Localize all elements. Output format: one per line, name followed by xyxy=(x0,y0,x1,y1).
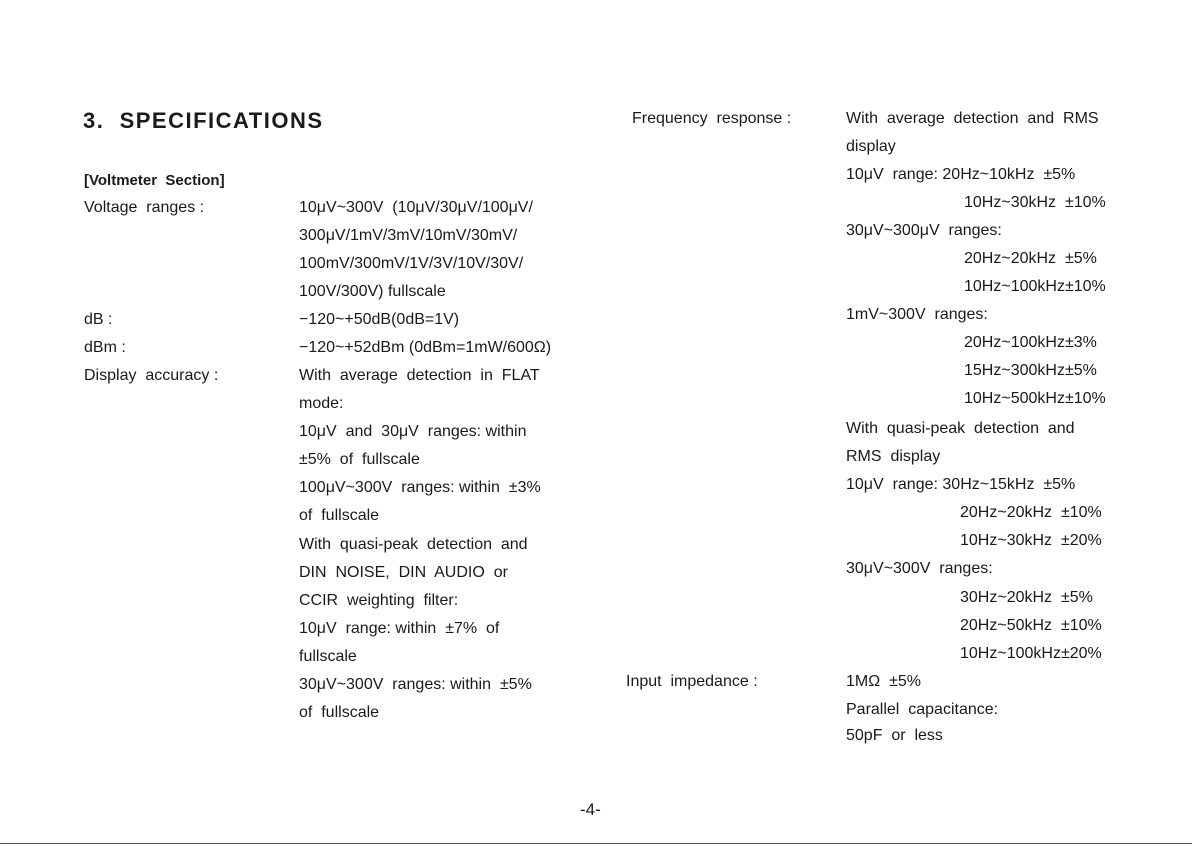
spec-line: display xyxy=(846,138,896,155)
value-line: 30μV~300V ranges: within ±5% xyxy=(299,676,532,693)
value-line: −120~+50dB(0dB=1V) xyxy=(299,311,460,328)
spec-line: 20Hz~100kHz±3% xyxy=(964,334,1097,351)
value-line: of fullscale xyxy=(299,704,380,721)
label-input-impedance: Input impedance : xyxy=(626,673,758,690)
value-line: 100μV~300V ranges: within ±3% xyxy=(299,479,541,496)
spec-line: With quasi-peak detection and xyxy=(846,420,1075,437)
spec-line: 10Hz~100kHz±20% xyxy=(960,645,1102,662)
spec-line: 10Hz~100kHz±10% xyxy=(964,278,1106,295)
value-line: 300μV/1mV/3mV/10mV/30mV/ xyxy=(299,227,518,244)
spec-line: 30μV~300V ranges: xyxy=(846,560,993,577)
spec-line: 10μV range: 30Hz~15kHz ±5% xyxy=(846,476,1076,493)
spec-line: 15Hz~300kHz±5% xyxy=(964,362,1097,379)
spec-line: 10Hz~500kHz±10% xyxy=(964,390,1106,407)
section-title: 3. SPECIFICATIONS xyxy=(83,108,324,133)
value-line: 100V/300V) fullscale xyxy=(299,283,446,300)
spec-line: 10Hz~30kHz ±20% xyxy=(960,532,1102,549)
spec-line: 20Hz~20kHz ±5% xyxy=(964,250,1097,267)
spec-line: 30Hz~20kHz ±5% xyxy=(960,589,1093,606)
spec-line: Parallel capacitance: xyxy=(846,701,999,718)
spec-line: 1MΩ ±5% xyxy=(846,673,921,690)
spec-line: 1mV~300V ranges: xyxy=(846,306,988,323)
label-voltage-ranges: Voltage ranges : xyxy=(84,199,205,216)
value-line: With quasi-peak detection and xyxy=(299,536,528,553)
value-line: With average detection in FLAT xyxy=(299,367,540,384)
label-dbm: dBm : xyxy=(84,339,126,356)
value-line: CCIR weighting filter: xyxy=(299,592,459,609)
spec-line: 30μV~300μV ranges: xyxy=(846,222,1002,239)
spec-line: RMS display xyxy=(846,448,941,465)
value-line: of fullscale xyxy=(299,507,380,524)
spec-line: 10μV range: 20Hz~10kHz ±5% xyxy=(846,166,1076,183)
label-display-accuracy: Display accuracy : xyxy=(84,367,219,384)
value-line: fullscale xyxy=(299,648,357,665)
value-line: 100mV/300mV/1V/3V/10V/30V/ xyxy=(299,255,524,272)
spec-line: 50pF or less xyxy=(846,727,943,744)
value-line: mode: xyxy=(299,395,344,412)
value-line: 10μV and 30μV ranges: within xyxy=(299,423,527,440)
value-line: −120~+52dBm (0dBm=1mW/600Ω) xyxy=(299,339,552,356)
value-line: DIN NOISE, DIN AUDIO or xyxy=(299,564,508,581)
spec-line: With average detection and RMS xyxy=(846,110,1099,127)
label-db: dB : xyxy=(84,311,113,328)
value-line: 10μV range: within ±7% of xyxy=(299,620,500,637)
bottom-rule xyxy=(0,843,1192,844)
label-frequency-response: Frequency response : xyxy=(632,110,792,127)
spec-line: 10Hz~30kHz ±10% xyxy=(964,194,1106,211)
value-line: 10μV~300V (10μV/30μV/100μV/ xyxy=(299,199,533,216)
spec-line: 20Hz~20kHz ±10% xyxy=(960,504,1102,521)
page-number: -4- xyxy=(580,800,601,819)
spec-line: 20Hz~50kHz ±10% xyxy=(960,617,1102,634)
subsection-heading: [Voltmeter Section] xyxy=(84,172,225,189)
value-line: ±5% of fullscale xyxy=(299,451,420,468)
